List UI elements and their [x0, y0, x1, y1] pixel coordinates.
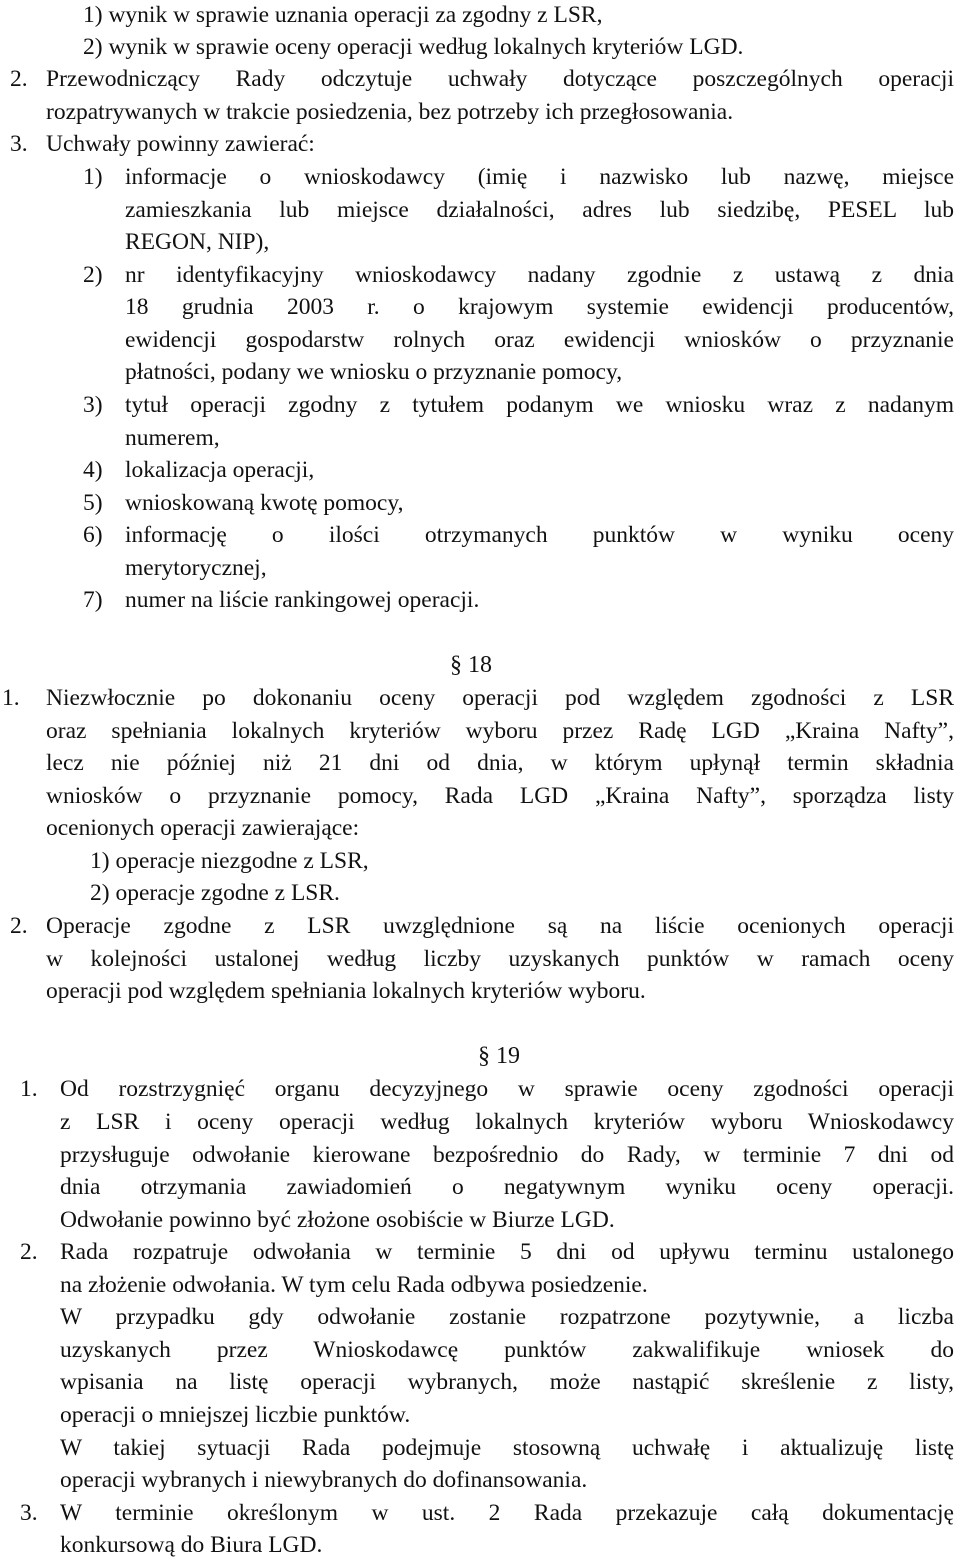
- paragraph-number: 2.: [20, 1239, 38, 1265]
- text-line: ocenionych operacji zawierające:: [46, 815, 360, 841]
- text-line: W przypadku gdy odwołanie zostanie rozpatrzone pozytywnie, a liczba: [60, 1304, 954, 1330]
- text-line: wpisania na listę operacji wybranych, może nastąpić skreślenie z listy,: [60, 1369, 954, 1395]
- text-line: Operacje zgodne z LSR uwzględnione są na liście ocenionych operacji: [46, 913, 954, 939]
- list-number: 1): [83, 164, 103, 190]
- text-line: przysługuje odwołanie kierowane bezpośrednio do Rady, w terminie 7 dni od: [60, 1142, 954, 1168]
- text-line: W terminie określonym w ust. 2 Rada przekazuje całą dokumentację: [60, 1500, 954, 1526]
- list-number: 7): [83, 587, 103, 613]
- paragraph-number: 1.: [20, 1076, 38, 1102]
- text-line: operacji pod względem spełniania lokalnych kryteriów wyboru.: [46, 978, 646, 1004]
- text-line: 1) wynik w sprawie uznania operacji za zgodny z LSR,: [83, 2, 603, 28]
- text-line: w kolejności ustalonej według liczby uzyskanych punktów w ramach oceny: [46, 946, 954, 972]
- list-number: 6): [83, 522, 103, 548]
- text-line: na złożenie odwołania. W tym celu Rada odbywa posiedzenie.: [60, 1272, 648, 1298]
- text-line: merytorycznej,: [125, 555, 267, 581]
- text-line: wnioskowaną kwotę pomocy,: [125, 490, 404, 516]
- text-line: Przewodniczący Rady odczytuje uchwały dotyczące poszczególnych operacji: [46, 66, 954, 92]
- text-line: rozpatrywanych w trakcie posiedzenia, bez potrzeby ich przegłosowania.: [46, 99, 734, 125]
- text-line: z LSR i oceny operacji według lokalnych kryteriów wyboru Wnioskodawcy: [60, 1109, 954, 1135]
- text-line: W takiej sytuacji Rada podejmuje stosowną uchwałę i aktualizuję listę: [60, 1435, 954, 1461]
- text-line: operacji wybranych i niewybranych do dofinansowania.: [60, 1467, 588, 1493]
- section-heading: § 18: [450, 652, 492, 678]
- paragraph-number: 2.: [10, 913, 28, 939]
- text-line: lecz nie później niż 21 dni od dnia, w którym upłynął termin składnia: [46, 750, 954, 776]
- list-item: 1) operacje niezgodne z LSR,: [90, 848, 369, 874]
- text-line: Od rozstrzygnięć organu decyzyjnego w sprawie oceny zgodności operacji: [60, 1076, 954, 1102]
- text-line: płatności, podany we wniosku o przyznanie pomocy,: [125, 359, 623, 385]
- text-line: zamieszkania lub miejsce działalności, adres lub siedzibę, PESEL lub: [125, 197, 954, 223]
- text-line: REGON, NIP),: [125, 229, 270, 255]
- paragraph-number: 1.: [2, 685, 20, 711]
- text-line: oraz spełniania lokalnych kryteriów wyboru przez Radę LGD „Kraina Nafty”,: [46, 718, 954, 744]
- text-line: 2) wynik w sprawie oceny operacji według lokalnych kryteriów LGD.: [83, 34, 744, 60]
- text-line: nr identyfikacyjny wnioskodawcy nadany zgodnie z ustawą z dnia: [125, 262, 954, 288]
- text-line: numer na liście rankingowej operacji.: [125, 587, 480, 613]
- text-line: Uchwały powinny zawierać:: [46, 131, 315, 157]
- paragraph-number: 3.: [20, 1500, 38, 1526]
- text-line: tytuł operacji zgodny z tytułem podanym we wniosku wraz z nadanym: [125, 392, 954, 418]
- list-number: 5): [83, 490, 103, 516]
- text-line: numerem,: [125, 425, 220, 451]
- text-line: dnia otrzymania zawiadomień o negatywnym wyniku oceny operacji.: [60, 1174, 954, 1200]
- text-line: Niezwłocznie po dokonaniu oceny operacji pod względem zgodności z LSR: [46, 685, 954, 711]
- text-line: uzyskanych przez Wnioskodawcę punktów zakwalifikuje wniosek do: [60, 1337, 954, 1363]
- list-number: 4): [83, 457, 103, 483]
- text-line: operacji o mniejszej liczbie punktów.: [60, 1402, 411, 1428]
- list-number: 3): [83, 392, 103, 418]
- paragraph-number: 3.: [10, 131, 28, 157]
- section-heading: § 19: [478, 1043, 520, 1069]
- text-line: ewidencji gospodarstw rolnych oraz ewidencji wniosków o przyznanie: [125, 327, 954, 353]
- text-line: lokalizacja operacji,: [125, 457, 315, 483]
- list-number: 2): [83, 262, 103, 288]
- text-line: Rada rozpatruje odwołania w terminie 5 dni od upływu terminu ustalonego: [60, 1239, 954, 1265]
- text-line: konkursową do Biura LGD.: [60, 1532, 323, 1558]
- text-line: Odwołanie powinno być złożone osobiście w Biurze LGD.: [60, 1207, 615, 1233]
- text-line: informację o ilości otrzymanych punktów w wyniku oceny: [125, 522, 954, 548]
- text-line: wniosków o przyznanie pomocy, Rada LGD „Kraina Nafty”, sporządza listy: [46, 783, 954, 809]
- paragraph-number: 2.: [10, 66, 28, 92]
- list-item: 2) operacje zgodne z LSR.: [90, 880, 340, 906]
- text-line: informacje o wnioskodawcy (imię i nazwisko lub nazwę, miejsce: [125, 164, 954, 190]
- text-line: 18 grudnia 2003 r. o krajowym systemie ewidencji producentów,: [125, 294, 954, 320]
